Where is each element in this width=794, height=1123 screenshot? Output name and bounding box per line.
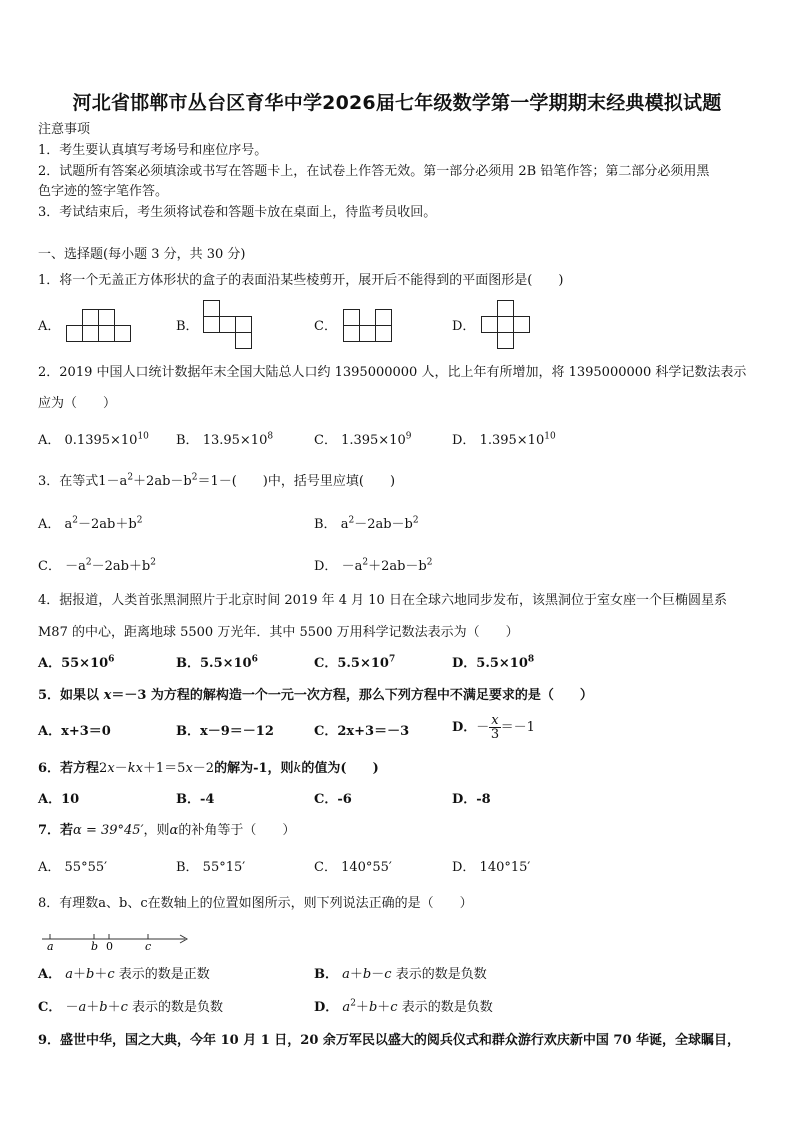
q2-option-d: D． $1.395\times 10^{10}$ <box>452 431 556 448</box>
q2-option-b: B． $13.95\times 10^8$ <box>176 431 274 448</box>
question-7-stem: 7．若α = 39°45′，则α的补角等于（ ） <box>38 823 296 838</box>
q8-option-d: D． $a^2+b+c$ 表示的数是负数 <box>314 998 493 1015</box>
q3-option-c: C． $-a^2-2ab+b^2$ <box>38 557 156 574</box>
notice-heading: 注意事项 <box>38 122 91 137</box>
axis-label-c: c <box>145 940 152 952</box>
q5-option-c: C．2x+3＝－3 <box>314 724 410 739</box>
q3-option-d: D． $-a^2+2ab-b^2$ <box>314 557 433 574</box>
notice-item-1: 1．考生要认真填写考场号和座位序号。 <box>38 143 268 158</box>
q7-option-a: A． 55°55′ <box>38 860 108 875</box>
q6-option-c: C．-6 <box>314 792 352 807</box>
q1-option-c-label: C． <box>314 319 337 334</box>
q4-option-a: A．$55\times 10^6$ <box>38 654 115 671</box>
number-line-figure <box>40 928 190 952</box>
section-heading: 一、选择题(每小题 3 分，共 30 分) <box>38 247 246 262</box>
axis-label-b: b <box>91 940 99 952</box>
q1-net-a-figure <box>66 309 132 343</box>
question-3-stem: 3．在等式$1-a^2+2ab-b^2=1-$( )中，括号里应填( ) <box>38 472 396 489</box>
q5-option-b: B．x－9＝－12 <box>176 724 274 739</box>
q6-option-d: D．-8 <box>452 792 491 807</box>
q8-option-a: A． a＋b＋c 表示的数是正数 <box>38 967 210 982</box>
q1-option-b-label: B． <box>176 319 199 334</box>
q2-option-a: A． $0.1395\times 10^{10}$ <box>38 431 149 448</box>
question-4-stem-cont: M87 的中心，距离地球 5500 万光年．其中 5500 万用科学记数法表示为（ ） <box>38 625 519 640</box>
exam-title: 河北省邯郸市丛台区育华中学2026届七年级数学第一学期期末经典模拟试题 <box>72 92 722 114</box>
q8-option-b: B． a＋b－c 表示的数是负数 <box>314 967 487 982</box>
q8-option-c: C． －a＋b＋c 表示的数是负数 <box>38 1000 224 1015</box>
q1-net-b-figure <box>203 300 254 350</box>
question-1-stem: 1．将一个无盖正方体形状的盒子的表面沿某些棱剪开，展开后不能得到的平面图形是( ) <box>38 273 564 288</box>
q4-option-c: C．$5.5\times 10^7$ <box>314 654 396 671</box>
axis-label-zero: 0 <box>106 940 113 952</box>
question-5-stem: 5．如果以 x＝－3 为方程的解构造一个一元一次方程，那么下列方程中不满足要求的是（ ） <box>38 688 593 703</box>
q1-option-d-label: D． <box>452 319 476 334</box>
q7-option-b: B． 55°15′ <box>176 860 246 875</box>
question-8-stem: 8．有理数a、b、c在数轴上的位置如图所示，则下列说法正确的是（ ） <box>38 896 473 911</box>
notice-item-2-cont: 色字迹的签字笔作答。 <box>38 184 169 199</box>
q3-option-b: B． $a^2-2ab-b^2$ <box>314 515 419 532</box>
notice-item-3: 3．考试结束后，考生须将试卷和答题卡放在桌面上，待监考员收回。 <box>38 205 437 220</box>
q7-option-c: C． 140°55′ <box>314 860 392 875</box>
q7-option-d: D． 140°15′ <box>452 860 531 875</box>
q1-net-c-figure <box>343 309 394 343</box>
axis-label-a: a <box>47 940 54 952</box>
question-2-stem-cont: 应为（ ） <box>38 396 117 411</box>
q3-option-a: A． $a^2-2ab+b^2$ <box>38 515 143 532</box>
q5-option-d-fraction: $\frac{x}{3}$ <box>490 713 500 742</box>
question-9-stem: 9．盛世中华，国之大典，今年 10 月 1 日，20 余万军民以盛大的阅兵仪式和群众游行欢庆新中国 70 华诞，全球瞩目， <box>38 1033 741 1048</box>
q4-option-b: B．$5.5\times 10^6$ <box>176 654 258 671</box>
q1-option-a-label: A． <box>38 319 61 334</box>
q6-option-b: B．-4 <box>176 792 215 807</box>
question-6-stem: 6．若方程2x－kx＋1＝5x－2的解为-1，则k的值为( ) <box>38 761 379 776</box>
q5-option-d: D．－ $\frac{x}{3}$ ＝－1 <box>452 713 535 742</box>
notice-item-2: 2．试题所有答案必须填涂或书写在答题卡上，在试卷上作答无效。第一部分必须用 2B 铅笔作答；第二部分必须用黑 <box>38 164 710 179</box>
q1-net-d-figure <box>481 300 532 350</box>
q4-option-d: D．$5.5\times 10^8$ <box>452 654 535 671</box>
q6-option-a: A．10 <box>38 792 80 807</box>
question-4-stem: 4．据报道，人类首张黑洞照片于北京时间 2019 年 4 月 10 日在全球六地同步发布，该黑洞位于室女座一个巨椭圆星系 <box>38 593 727 608</box>
question-2-stem: 2．2019 中国人口统计数据年末全国大陆总人口约 1395000000 人，比上年有所增加，将 1395000000 科学记数法表示 <box>38 365 747 380</box>
q5-option-a: A．x+3＝0 <box>38 724 111 739</box>
q2-option-c: C． $1.395\times 10^9$ <box>314 431 412 448</box>
